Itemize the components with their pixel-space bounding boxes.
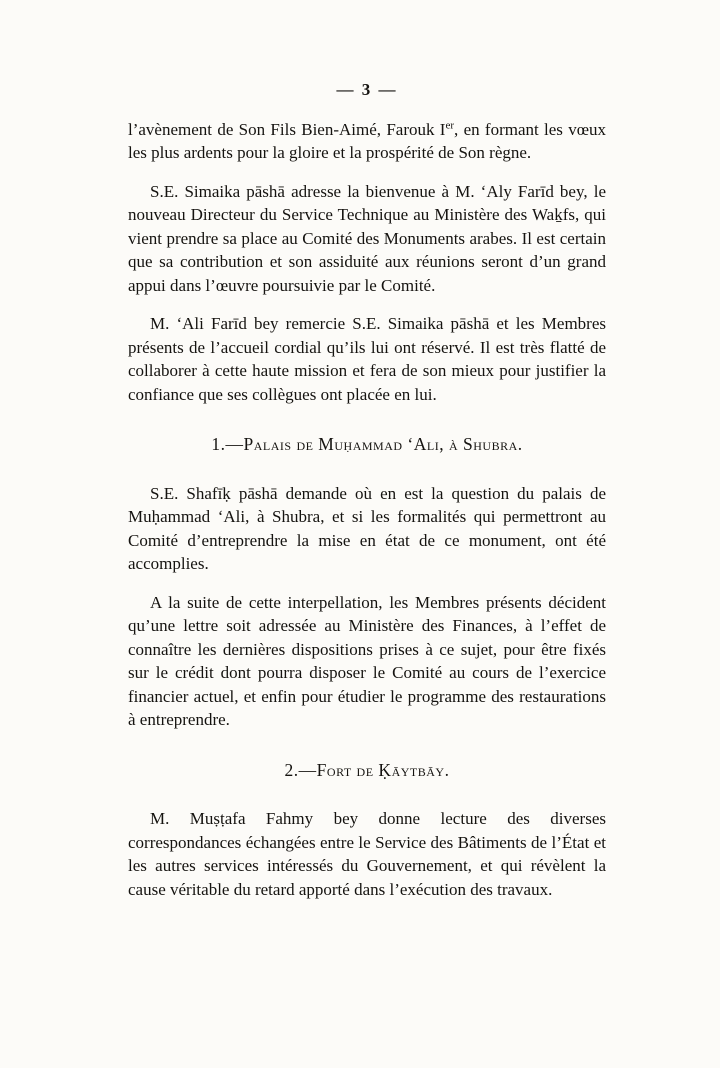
ordinal-superscript: er xyxy=(445,118,455,131)
section-heading-1: 1.—Palais de Muḥammad ‘Ali, à Shubra. xyxy=(211,434,523,454)
text-block xyxy=(128,78,606,916)
section-heading-2: 2.—Fort de Ḳāytbāy. xyxy=(284,759,450,780)
paragraph-1-text-b: , en formant les vœux les plus ardents pour la gloire et la prospérité de Son règne. xyxy=(128,119,606,162)
paragraph-1-text-a: l’avènement de Son Fils Bien-Aimé, Farouk I xyxy=(128,119,446,139)
paragraph-6: M. Muṣṭafa Fahmy bey donne lecture des diverses correspondances échangées entre le Service des Bâtiments de l’État et les autres services intéressés du Gouvernement, et qui révèlent la cause véritable du retard apporté dans l’exécution des travaux. xyxy=(128,809,606,899)
paragraph-5: A la suite de cette interpellation, les Membres présents décident qu’une lettre soit adressée au Ministère des Finances, à l’effet de connaître les dernières dispositions prises à ce sujet, pour être fixés sur le crédit dont pourra disposer le Comité au cours de l’exercice financier actuel, et enfin pour étudier le programme des restaurations à entreprendre. xyxy=(128,592,606,729)
page-number: — 3 — xyxy=(336,80,398,99)
paragraph-4: S.E. Shafīḳ pāshā demande où en est la question du palais de Muḥammad ‘Ali, à Shubra, et si les formalités qui permettront au Comité d’entreprendre la mise en état de ce monument, ont été accomplies. xyxy=(128,483,606,573)
paragraph-2: S.E. Simaika pāshā adresse la bienvenue à M. ‘Aly Farīd bey, le nouveau Directeur du Service Technique au Ministère des Waḵfs, qui vient prendre sa place au Comité des Monuments arabes. Il est certain que sa contribution et son assiduité aux réunions seront d’un grand appui dans l’œuvre poursuivie par le Comité. xyxy=(128,181,606,295)
paragraph-1 xyxy=(128,118,606,165)
paragraph-3: M. ‘Ali Farīd bey remercie S.E. Simaika pāshā et les Membres présents de l’accueil cordial qu’ils lui ont réservé. Il est très flatté de collaborer à cette haute mission et fera de son mieux pour justifier la confiance que ses collègues ont placée en lui. xyxy=(128,314,606,404)
